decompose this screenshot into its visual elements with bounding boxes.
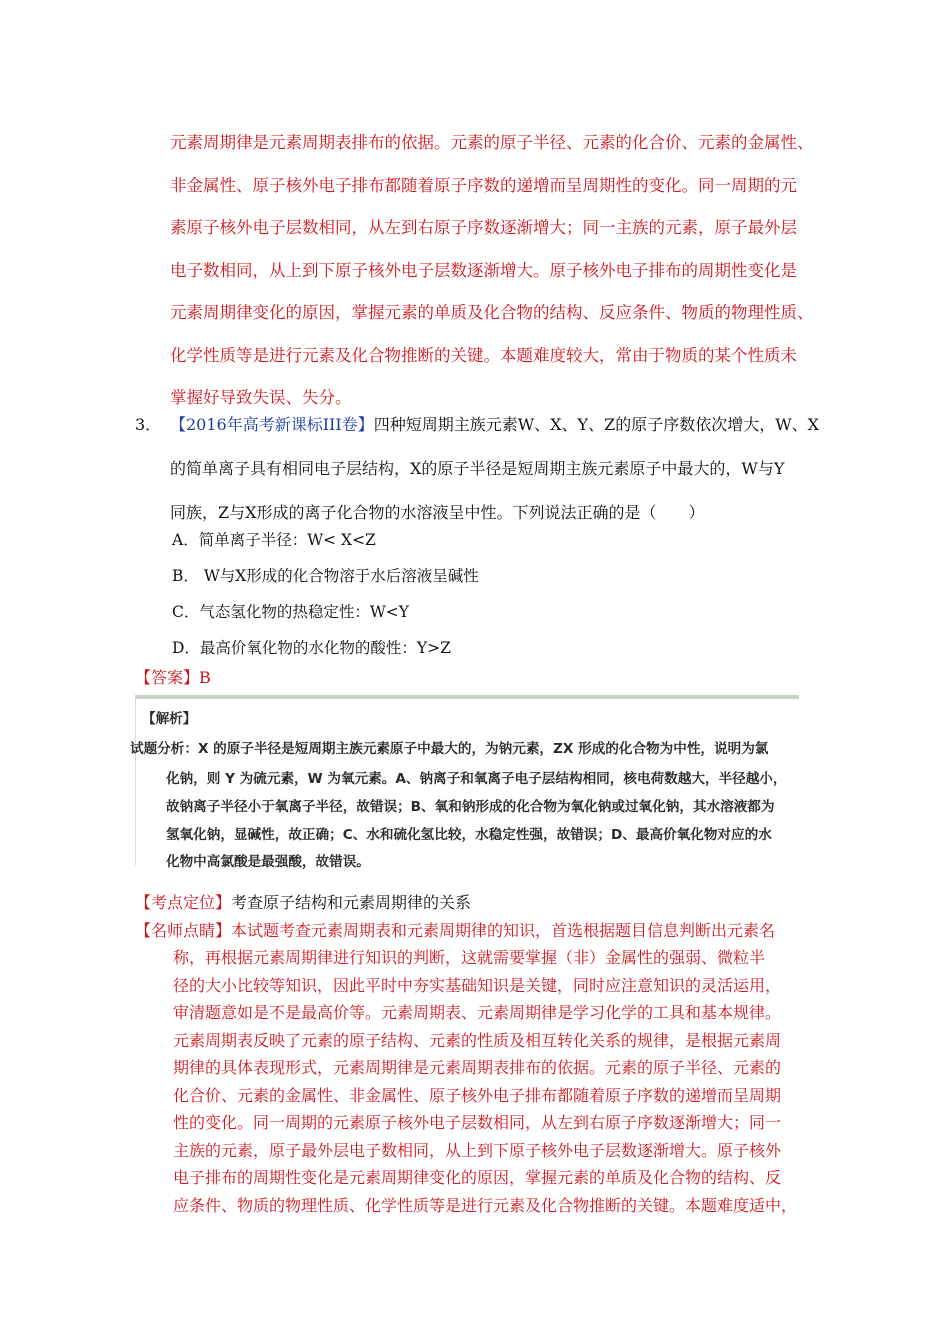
text-line: 主族的元素，原子最外层电子数相同，从上到下原子核外电子层数逐渐增大。原子核外 — [173, 1140, 782, 1160]
answer-line — [135, 664, 211, 692]
kaodian-label: 【考点定位】 — [135, 893, 232, 912]
text-line: 元素周期律是元素周期表排布的依据。元素的原子半径、元素的化合价、元素的金属性、 — [170, 133, 814, 152]
question-source: 【2016年高考新课标III卷】 — [170, 415, 374, 434]
text-line: 电子排布的周期性变化是元素周期律变化的原因，掌握元素的单质及化合物的结构、反 — [173, 1168, 782, 1187]
option-a: A．简单离子半径：W< X<Z — [172, 531, 376, 549]
question-number: 3． — [135, 415, 162, 434]
analysis-line: 试题分析：X 的原子半径是短周期主族元素原子中最大的，为钠元素，ZX 形成的化合物为中性，说明为氯 — [130, 741, 769, 757]
text-line: 化学性质等是进行元素及化合物推断的关键。本题难度较大，常由于物质的某个性质未 — [170, 345, 797, 365]
analysis-box — [130, 695, 799, 870]
kaodian-line — [135, 889, 471, 917]
question-3 — [135, 403, 835, 535]
text-line: 径的大小比较等知识，因此平时中夯实基础知识是关键，同时应注意知识的灵活运用， — [173, 975, 782, 995]
mingshi-label: 【名师点睛】 — [135, 921, 232, 940]
text-line: 素原子核外电子层数相同，从左到右原子序数逐渐增大；同一主族的元素，原子最外层 — [170, 218, 797, 237]
text-line: 掌握好导致失误、失分。 — [170, 388, 352, 407]
analysis-line: 故钠离子半径小于氧离子半径，故错误；B、氧和钠形成的化合物为氧化钠或过氧化钠，其水溶液都为 — [166, 799, 775, 815]
analysis-line: 化钠，则 Y 为硫元素，W 为氧元素。A、钠离子和氧离子电子层结构相同，核电荷数越大，半径越小， — [166, 771, 787, 787]
question-text: 四种短周期主族元素W、X、Y、Z的原子序数依次增大，W、X — [373, 415, 820, 434]
previous-explanation — [170, 122, 830, 420]
option-b: B． W与X形成的化合物溶于水后溶液呈碱性 — [172, 567, 479, 585]
option-c: C．气态氢化物的热稳定性：W<Y — [172, 603, 410, 621]
text-line: 元素周期表反映了元素的原子结构、元素的性质及相互转化关系的规律，是根据元素周 — [173, 1030, 782, 1050]
kaodian-text: 考查原子结构和元素周期律的关系 — [231, 893, 472, 912]
question-stem-line: 的简单离子具有相同电子层结构，X的原子半径是短周期主族元素原子中最大的，W与Y — [170, 459, 785, 478]
text-line: 非金属性、原子核外电子排布都随着原子序数的递增而呈周期性的变化。同一周期的元 — [170, 175, 797, 195]
mingshi-first: 本试题考查元素周期表和元素周期律的知识，首选根据题目信息判断出元素名 — [231, 921, 776, 940]
text-line: 应条件、物质的物理性质、化学性质等是进行元素及化合物推断的关键。本题难度适中， — [173, 1195, 798, 1215]
option-d: D．最高价氧化物的水化物的酸性：Y>Z — [172, 639, 451, 657]
answer-options — [172, 522, 479, 666]
text-line: 化合价、元素的金属性、非金属性、原子核外电子排布都随着原子序数的递增而呈周期 — [173, 1085, 782, 1105]
question-stem-line — [135, 403, 835, 447]
analysis-line: 化物中高氯酸是最强酸，故错误。 — [166, 854, 370, 870]
question-stem-line: 同族，Z与X形成的离子化合物的水溶液呈中性。下列说法正确的是（ ） — [170, 503, 705, 522]
text-line: 元素周期律变化的原因，掌握元素的单质及化合物的结构、反应条件、物质的物理性质、 — [170, 303, 814, 322]
analysis-title: 【解析】 — [142, 711, 197, 727]
analysis-line: 氢氧化钠，显碱性，故正确；C、水和硫化氢比较，水稳定性强，故错误；D、最高价氧化物对应的水 — [166, 827, 772, 843]
mingshi-body — [173, 944, 833, 1219]
text-line: 称，再根据元素周期律进行知识的判断，这就需要掌握（非）金属性的强弱、微粒半 — [173, 948, 766, 967]
mingshi-line — [135, 917, 775, 945]
text-line: 性的变化。同一周期的元素原子核外电子层数相同，从左到右原子序数逐渐增大；同一 — [173, 1113, 782, 1132]
text-line: 期律的具体表现形式，元素周期律是元素周期表排布的依据。元素的原子半径、元素的 — [173, 1058, 782, 1077]
answer-value: B — [199, 668, 211, 687]
answer-label: 【答案】 — [135, 668, 200, 687]
text-line: 审清题意如是不是最高价等。元素周期表、元素周期律是学习化学的工具和基本规律。 — [173, 1003, 782, 1022]
text-line: 电子数相同，从上到下原子核外电子层数逐渐增大。原子核外电子排布的周期性变化是 — [170, 260, 797, 280]
